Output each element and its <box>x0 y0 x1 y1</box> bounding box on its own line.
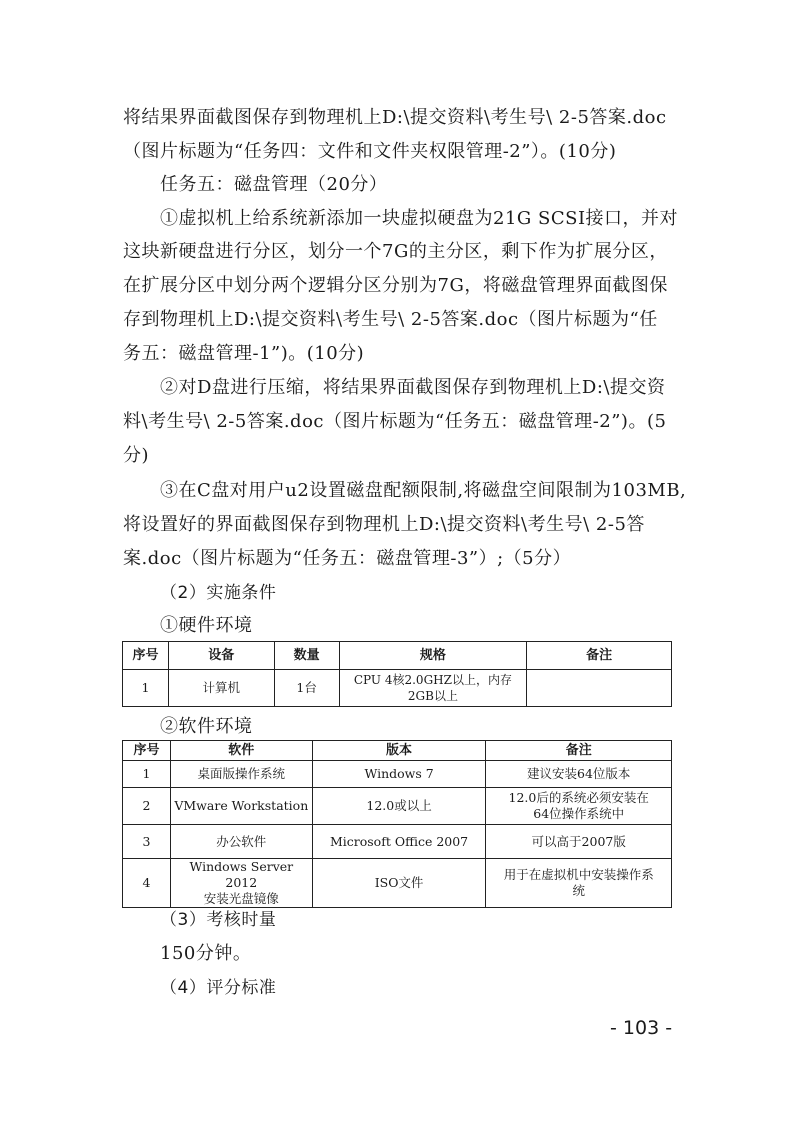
body-text-line: 这块新硬盘进行分区，划分一个7G的主分区，剩下作为扩展分区， <box>123 241 668 262</box>
cell-line: 安装光盘镜像 <box>203 891 279 906</box>
header-cell: 备注 <box>527 642 672 670</box>
body-text-line: 存到物理机上D:\提交资料\考生号\ 2-5答案.doc（图片标题为“任 <box>123 309 658 330</box>
table-cell: 12.0或以上 <box>312 788 486 825</box>
table-cell: 可以高于2007版 <box>486 825 672 859</box>
table-header-row <box>123 741 672 761</box>
body-text-line: 将设置好的界面截图保存到物理机上D:\提交资料\考生号\ 2-5答 <box>123 514 645 535</box>
table-row <box>123 761 672 788</box>
subsection-heading: （3）考核时量 <box>160 910 277 930</box>
cell-line: 64位操作系统中 <box>533 806 625 821</box>
hardware-table <box>122 641 672 707</box>
cell-line: 12.0后的系统必须安装在 <box>508 790 649 805</box>
table-row <box>123 788 672 825</box>
table-cell <box>486 859 672 908</box>
body-text-line: 分) <box>123 445 150 466</box>
table-cell: 1 <box>123 761 171 788</box>
table-row <box>123 825 672 859</box>
body-text-line: 150分钟。 <box>160 943 252 964</box>
table-cell <box>486 788 672 825</box>
cell-line: 2GB以上 <box>407 689 458 703</box>
table-cell <box>339 670 527 707</box>
table-cell: 3 <box>123 825 171 859</box>
header-cell: 版本 <box>312 741 486 761</box>
body-text-line: 将结果界面截图保存到物理机上D:\提交资料\考生号\ 2-5答案.doc <box>123 107 667 128</box>
body-text-line: 在扩展分区中划分两个逻辑分区分别为7G，将磁盘管理界面截图保 <box>123 275 668 296</box>
subsection-heading: （4）评分标准 <box>160 978 277 998</box>
table-row <box>123 670 672 707</box>
header-cell: 软件 <box>170 741 312 761</box>
table-cell <box>527 670 672 707</box>
body-text-line: （图片标题为“任务四：文件和文件夹权限管理-2”）。(10分) <box>123 141 617 162</box>
header-cell: 备注 <box>486 741 672 761</box>
table-header-row <box>123 642 672 670</box>
body-text-line: ③在C盘对用户u2设置磁盘配额限制,将磁盘空间限制为103MB, <box>160 480 687 501</box>
software-table <box>122 740 672 908</box>
cell-line: 用于在虚拟机中安装操作系 <box>503 867 654 882</box>
header-cell: 规格 <box>339 642 527 670</box>
cell-line: 统 <box>572 883 585 898</box>
subsection-label: ②软件环境 <box>160 716 253 737</box>
table-cell: 1台 <box>274 670 339 707</box>
table-cell: Windows 7 <box>312 761 486 788</box>
header-cell: 序号 <box>123 741 171 761</box>
section-heading: 任务五：磁盘管理（20分） <box>160 174 388 195</box>
table-cell: 建议安装64位版本 <box>486 761 672 788</box>
body-text-line: 务五：磁盘管理-1”)。(10分) <box>123 343 365 364</box>
page-number: - 103 - <box>610 1017 673 1039</box>
header-cell: 序号 <box>123 642 169 670</box>
table-row <box>123 859 672 908</box>
body-text-line: 料\考生号\ 2-5答案.doc（图片标题为“任务五：磁盘管理-2”)。(5 <box>123 411 667 432</box>
header-cell: 设备 <box>168 642 274 670</box>
table-cell: ISO文件 <box>312 859 486 908</box>
table-cell <box>170 859 312 908</box>
table-cell: VMware Workstation <box>170 788 312 825</box>
subsection-heading: （2）实施条件 <box>160 583 277 603</box>
table-cell: 1 <box>123 670 169 707</box>
table-cell: 2 <box>123 788 171 825</box>
body-text-line: ①虚拟机上给系统新添加一块虚拟硬盘为21G SCSI接口，并对 <box>160 208 679 229</box>
cell-line: CPU 4核2.0GHZ以上，内存 <box>353 673 512 687</box>
table-cell: 计算机 <box>168 670 274 707</box>
body-text-line: ②对D盘进行压缩，将结果界面截图保存到物理机上D:\提交资 <box>160 377 666 398</box>
cell-line: Windows Server 2012 <box>189 859 294 890</box>
table-cell: 办公软件 <box>170 825 312 859</box>
table-cell: 4 <box>123 859 171 908</box>
table-cell: Microsoft Office 2007 <box>312 825 486 859</box>
subsection-label: ①硬件环境 <box>160 615 253 636</box>
body-text-line: 案.doc（图片标题为“任务五：磁盘管理-3”）;（5分） <box>123 548 572 569</box>
header-cell: 数量 <box>274 642 339 670</box>
table-cell: 桌面版操作系统 <box>170 761 312 788</box>
